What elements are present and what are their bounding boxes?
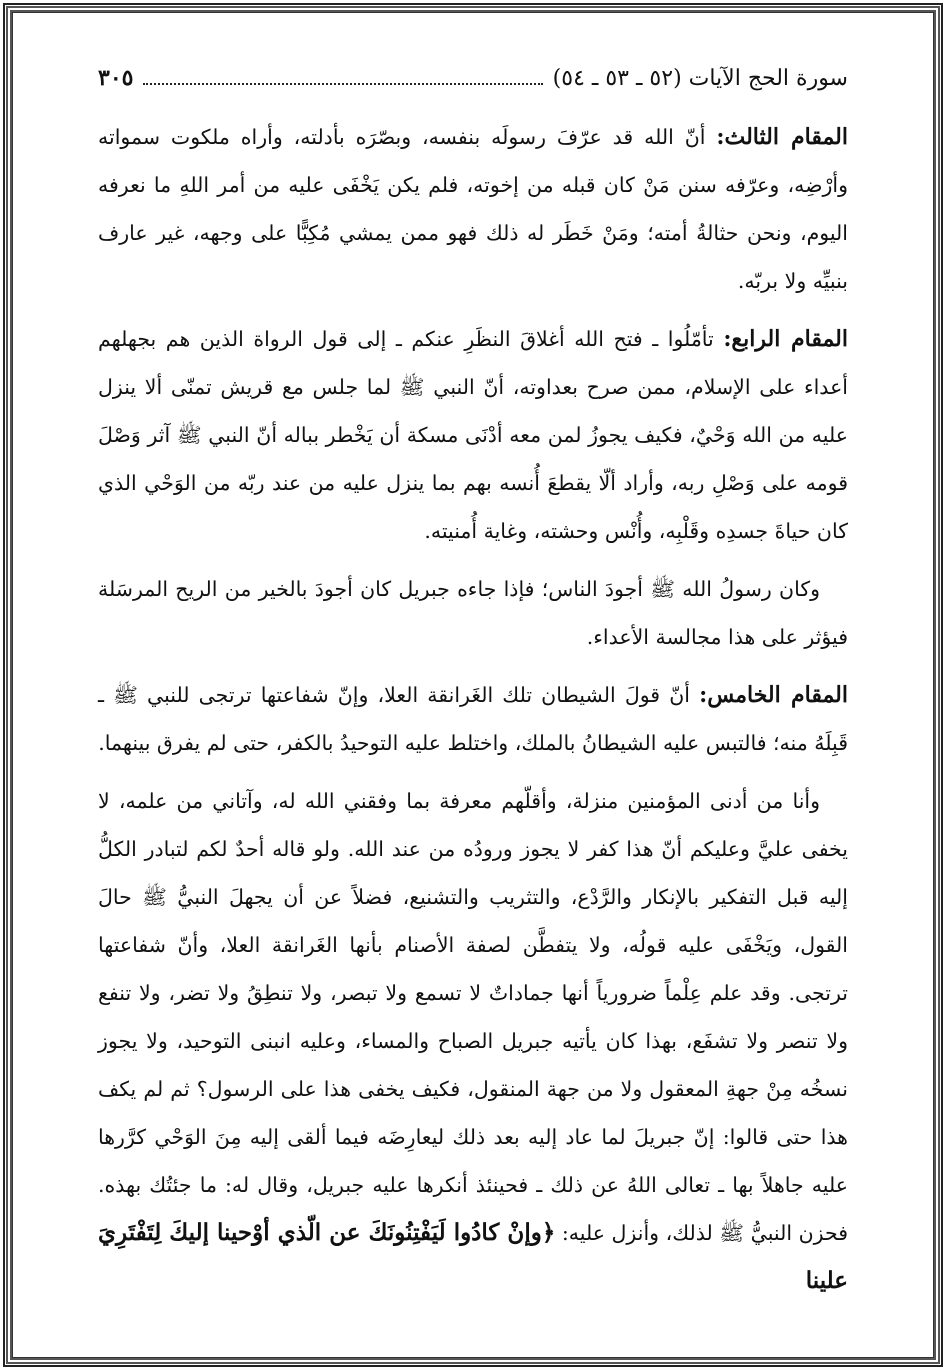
surah-title: سورة الحج الآيات (٥٢ ـ ٥٣ ـ ٥٤) — [552, 66, 848, 91]
paragraph-text: أنّ قولَ الشيطان تلك الغَرانقة العلا، وإنّ شفاعتها ترتجى للنبي ﷺ ـ قَبِلَهُ منه؛ فالتبس عليه الشيطانُ بالملك، واختلط عليه التوحيدُ بالكفر، حتى لم يفرق بينهما. — [98, 683, 848, 755]
paragraph-text: تأمّلُوا ـ فتح الله أغلاقَ النظَرِ عنكم ـ إلى قول الرواة الذين هم بجهلهم أعداء على الإسلام، ممن صرح بعداوته، أنّ النبي ﷺ لما جلس مع قريش تمنّى ألا ينزل عليه من الله وَحْيٌ، فكيف يجوزُ لمن معه أدْنَى مسكة أن يَخْطر بباله أنّ النبي ﷺ آثر وَصْلَ قومه على وَصْلِ ربه، وأراد ألّا يقطعَ أُنسه بهم بما ينزل عليه من عند ربّه من الوَحْي الذي كان حياةَ جسدِه وقَلْبِه، وأُنْس وحشته، وغاية أُمنيته. — [98, 327, 848, 543]
paragraph-third-station — [98, 113, 848, 305]
paragraph-fourth-station — [98, 315, 848, 555]
paragraph-heading: المقام الثالث: — [716, 124, 848, 150]
paragraph-text: أنّ الله قد عرّفَ رسولَه بنفسه، وبصّرَه بأدلته، وأراه ملكوت سمواته وأرْضِه، وعرّفه سنن مَنْ كان قبله من إخوته، فلم يكن يَخْفَى عليه من أمر اللهِ ما نعرفه اليوم، ونحن حثالةُ أمته؛ ومَنْ خَطَر له ذلك فهو ممن يمشي مُكِبًّا على وجهه، غير عارف بنبيِّه ولا بربّه. — [98, 125, 848, 293]
page-number: ٣٠٥ — [98, 65, 134, 91]
leader-dots — [143, 83, 542, 85]
paragraph-text: وأنا من أدنى المؤمنين منزلة، وأقلّهم معرفة بما وفقني الله له، وآتاني من علمه، لا يخفى عليَّ وعليكم أنّ هذا كفر لا يجوز ورودُه من عند الله. ولو قاله أحدٌ لكم لتبادر الكلُّ إليه قبل التفكير بالإنكار والرَّدْع، والتثريب والتشنيع، فضلاً عن أن يجهلَ النبيُّ ﷺ حالَ القول، ويَخْفَى عليه قولُه، ولا يتفطَّن لصفة الأصنام بأنها الغَرانقة العلا، وأنّ شفاعتها ترتجى. وقد علم عِلْماً ضرورياً أنها جماداتٌ لا تسمع ولا تبصر، ولا تنطِقُ ولا تضر، ولا تنفع ولا تنصر ولا تشفَع، بهذا كان يأتيه جبريل الصباح والمساء، وعليه انبنى التوحيد، ولا يجوز نسخُه مِنْ جهةِ المعقول ولا من جهة المنقول، فكيف يخفى هذا على الرسول؟ ثم لم يكف هذا حتى قالوا: إنّ جبريلَ لما عاد إليه بعد ذلك ليعارِضَه فيما ألقى إليه مِنَ الوَحْي كرَّرها عليه جاهلاً بها ـ تعالى اللهُ عن ذلك ـ فحينئذ أنكرها عليه جبريل، وقال له: ما جئتُك بهذه. فحزن النبيُّ ﷺ لذلك، وأنزل عليه: — [98, 789, 848, 1245]
running-header — [98, 62, 848, 95]
paragraph-heading: المقام الخامس: — [699, 682, 848, 708]
paragraph-generosity — [98, 565, 848, 661]
paragraph-heading: المقام الرابع: — [723, 326, 848, 352]
paragraph-fifth-station — [98, 671, 848, 767]
paragraph-text: وكان رسولُ الله ﷺ أجودَ الناس؛ فإذا جاءه جبريل كان أجودَ بالخير من الريح المرسَلة فيؤثر على هذا مجالسة الأعداء. — [98, 577, 848, 649]
page-content — [98, 62, 848, 1310]
quran-verse: ﴿وإنْ كادُوا لَيَفْتِنُونَكَ عن الّذي أوْحينا إليكَ لِتَفْتَرِيَ علينا — [98, 1219, 848, 1294]
paragraph-author-argument — [98, 777, 848, 1305]
